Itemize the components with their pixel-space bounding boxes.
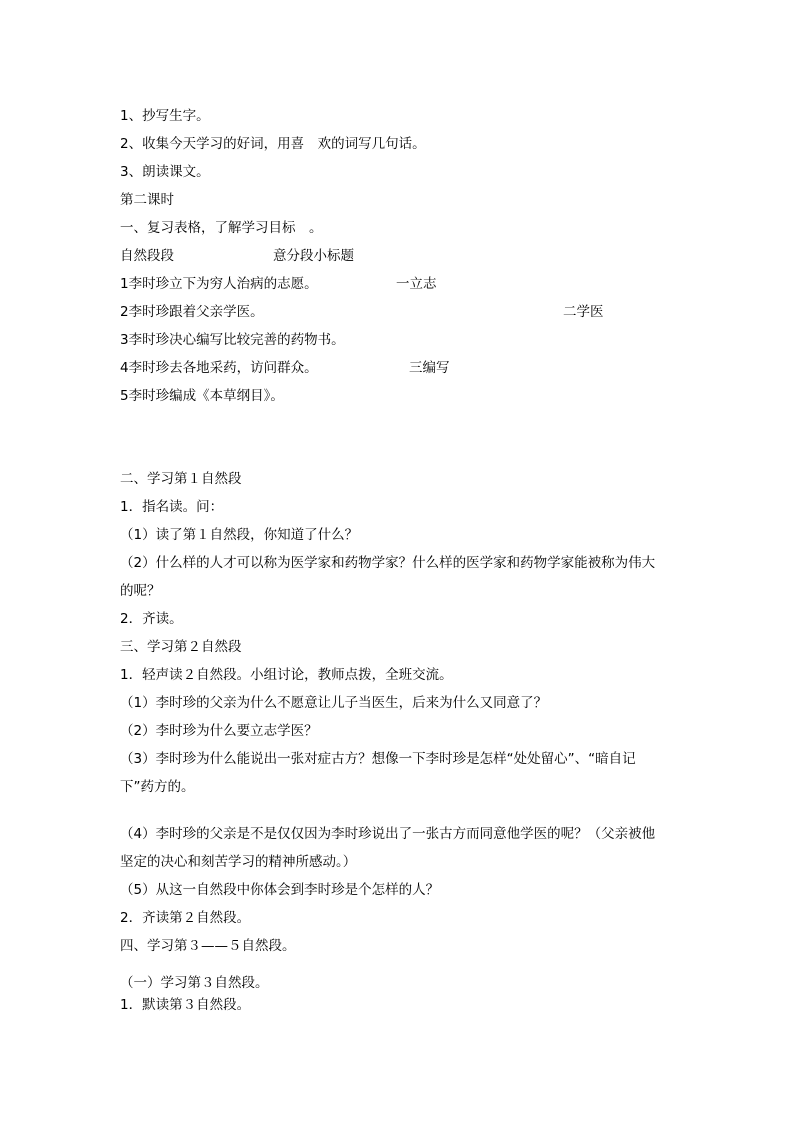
line-item: 下”药方的。 (120, 779, 195, 795)
section-heading-paragraphs-3-5: 四、学习第３——５自然段。 (120, 938, 296, 954)
line-homework-3: 3、朗读课文。 (120, 164, 210, 180)
line-item: 1．轻声读２自然段。小组讨论，教师点拨，全班交流。 (120, 667, 453, 683)
line-item: 2．齐读第２自然段。 (120, 910, 251, 926)
line-item: （3）李时珍为什么能说出一张对症古方？想像一下李时珍是怎样“处处留心”、“暗自记 (120, 751, 636, 767)
table-row-text: 3李时珍决心编写比较完善的药物书。 (120, 332, 345, 348)
section-heading-review: 一、复习表格，了解学习目标 。 (120, 220, 323, 236)
table-row-text: 4李时珍去各地采药，访问群众。 (120, 360, 318, 376)
section-heading-paragraph-1: 二、学习第１自然段 (120, 471, 242, 487)
table-header-subtitle: 意分段小标题 (273, 248, 354, 264)
line-item: 2．齐读。 (120, 611, 183, 627)
table-row-title: 二学医 (563, 304, 604, 320)
line-homework-2: 2、收集今天学习的好词，用喜 欢的词写几句话。 (120, 136, 426, 152)
line-item: （5）从这一自然段中你体会到李时珍是个怎样的人？ (120, 882, 440, 898)
table-header-paragraph: 自然段段 (120, 248, 174, 264)
section-heading-second-lesson: 第二课时 (120, 192, 174, 208)
line-item: 1．默读第３自然段。 (120, 997, 251, 1013)
line-item: （1）读了第１自然段，你知道了什么？ (120, 527, 359, 543)
line-item: （2）什么样的人才可以称为医学家和药物学家？什么样的医学家和药物学家能被称为伟大 (120, 555, 656, 571)
table-row-text: 5李时珍编成《本草纲目》。 (120, 388, 284, 404)
table-row-text: 1李时珍立下为穷人治病的志愿。 (120, 276, 318, 292)
line-item: （4）李时珍的父亲是不是仅仅因为李时珍说出了一张古方而同意他学医的呢？（父亲被他 (120, 826, 656, 842)
line-item: （2）李时珍为什么要立志学医？ (120, 723, 318, 739)
line-item: 的呢？ (120, 583, 161, 599)
line-item: 1．指名读。问： (120, 499, 224, 515)
section-heading-paragraph-2: 三、学习第２自然段 (120, 639, 242, 655)
table-row-text: 2李时珍跟着父亲学医。 (120, 304, 264, 320)
line-homework-1: 1、抄写生字。 (120, 108, 210, 124)
table-row-title: 三编写 (409, 360, 450, 376)
line-item: （1）李时珍的父亲为什么不愿意让儿子当医生，后来为什么又同意了？ (120, 695, 548, 711)
section-heading-paragraph-3: （一）学习第３自然段。 (120, 975, 269, 991)
line-item: 坚定的决心和刻苦学习的精神所感动。） (120, 854, 357, 870)
table-row-title: 一立志 (396, 276, 437, 292)
